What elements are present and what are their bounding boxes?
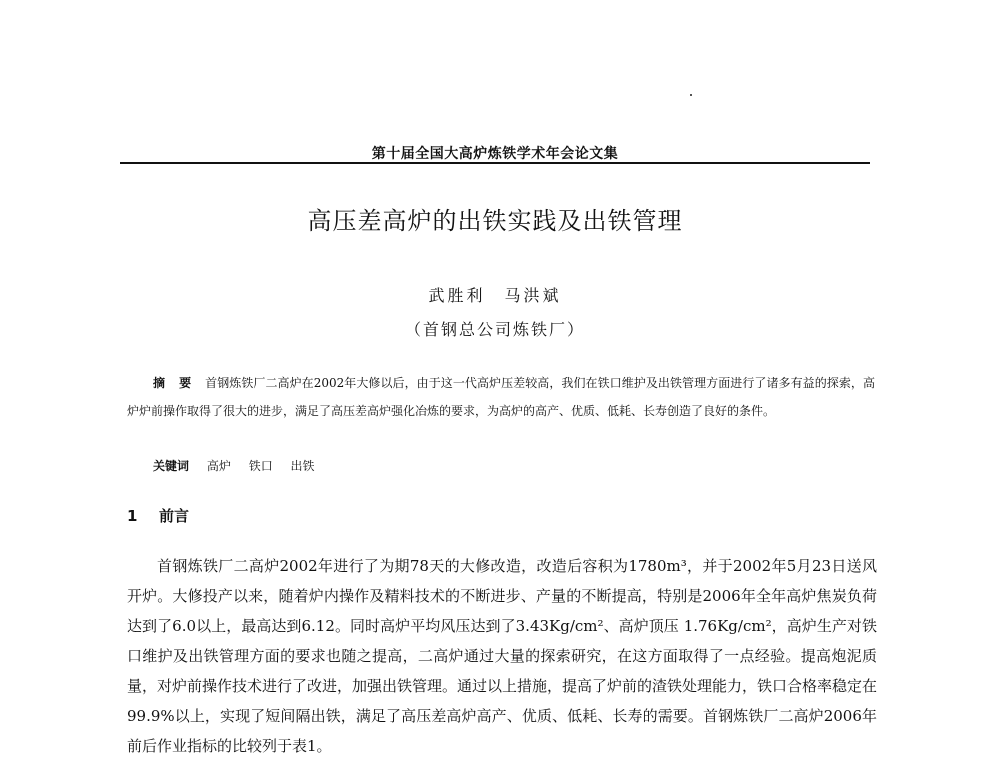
keyword-item: 高炉 [206, 459, 231, 473]
keywords-label: 关键词 [153, 459, 190, 473]
section-number: 1 [127, 507, 138, 525]
keywords [153, 456, 329, 476]
paper-title: 高压差高炉的出铁实践及出铁管理 [307, 207, 683, 235]
affiliation: （首钢总公司炼铁厂） [404, 320, 585, 339]
keyword-item: 铁口 [248, 459, 273, 473]
scan-speck [690, 94, 692, 96]
authors: 武胜利 马洪斌 [428, 286, 562, 305]
abstract-label: 摘要 [153, 376, 206, 390]
section-heading [127, 505, 189, 526]
keyword-item: 出铁 [290, 459, 315, 473]
abstract-text: 首钢炼铁厂二高炉在2002年大修以后，由于这一代高炉压差较高，我们在铁口维护及出铁管理方面进行了诸多有益的探索，高炉炉前操作取得了很大的进步，满足了高压差高炉强化冶炼的要求，为高炉的高产、优质、低耗、长寿创造了良好的条件。 [127, 376, 875, 418]
abstract [127, 369, 875, 425]
section-title: 前言 [159, 507, 190, 525]
running-head: 第十届全国大高炉炼铁学术年会论文集 [371, 146, 619, 162]
header-rule [120, 162, 870, 164]
body-paragraph: 首钢炼铁厂二高炉2002年进行了为期78天的大修改造，改造后容积为1780m³，并于2002年5月23日送风开炉。大修投产以来，随着炉内操作及精料技术的不断进步、产量的不断提高，特别是2006年全年高炉焦炭负荷达到了6.0以上，最高达到6.12。同时高炉平均风压达到了3.43Kg/cm²、高炉顶压 1.76Kg/cm²，高炉生产对铁口维护及出铁管理方面的要求也随之提高，二高炉通过大量的探索研究，在这方面取得了一点经验。提高炮泥质量，对炉前操作技术进行了改进，加强出铁管理。通过以上措施，提高了炉前的渣铁处理能力，铁口合格率稳定在 99.9%以上，实现了短间隔出铁，满足了高压差高炉高产、优质、低耗、长寿的需要。首钢炼铁厂二高炉2006年前后作业指标的比较列于表1。 [127, 557, 878, 755]
